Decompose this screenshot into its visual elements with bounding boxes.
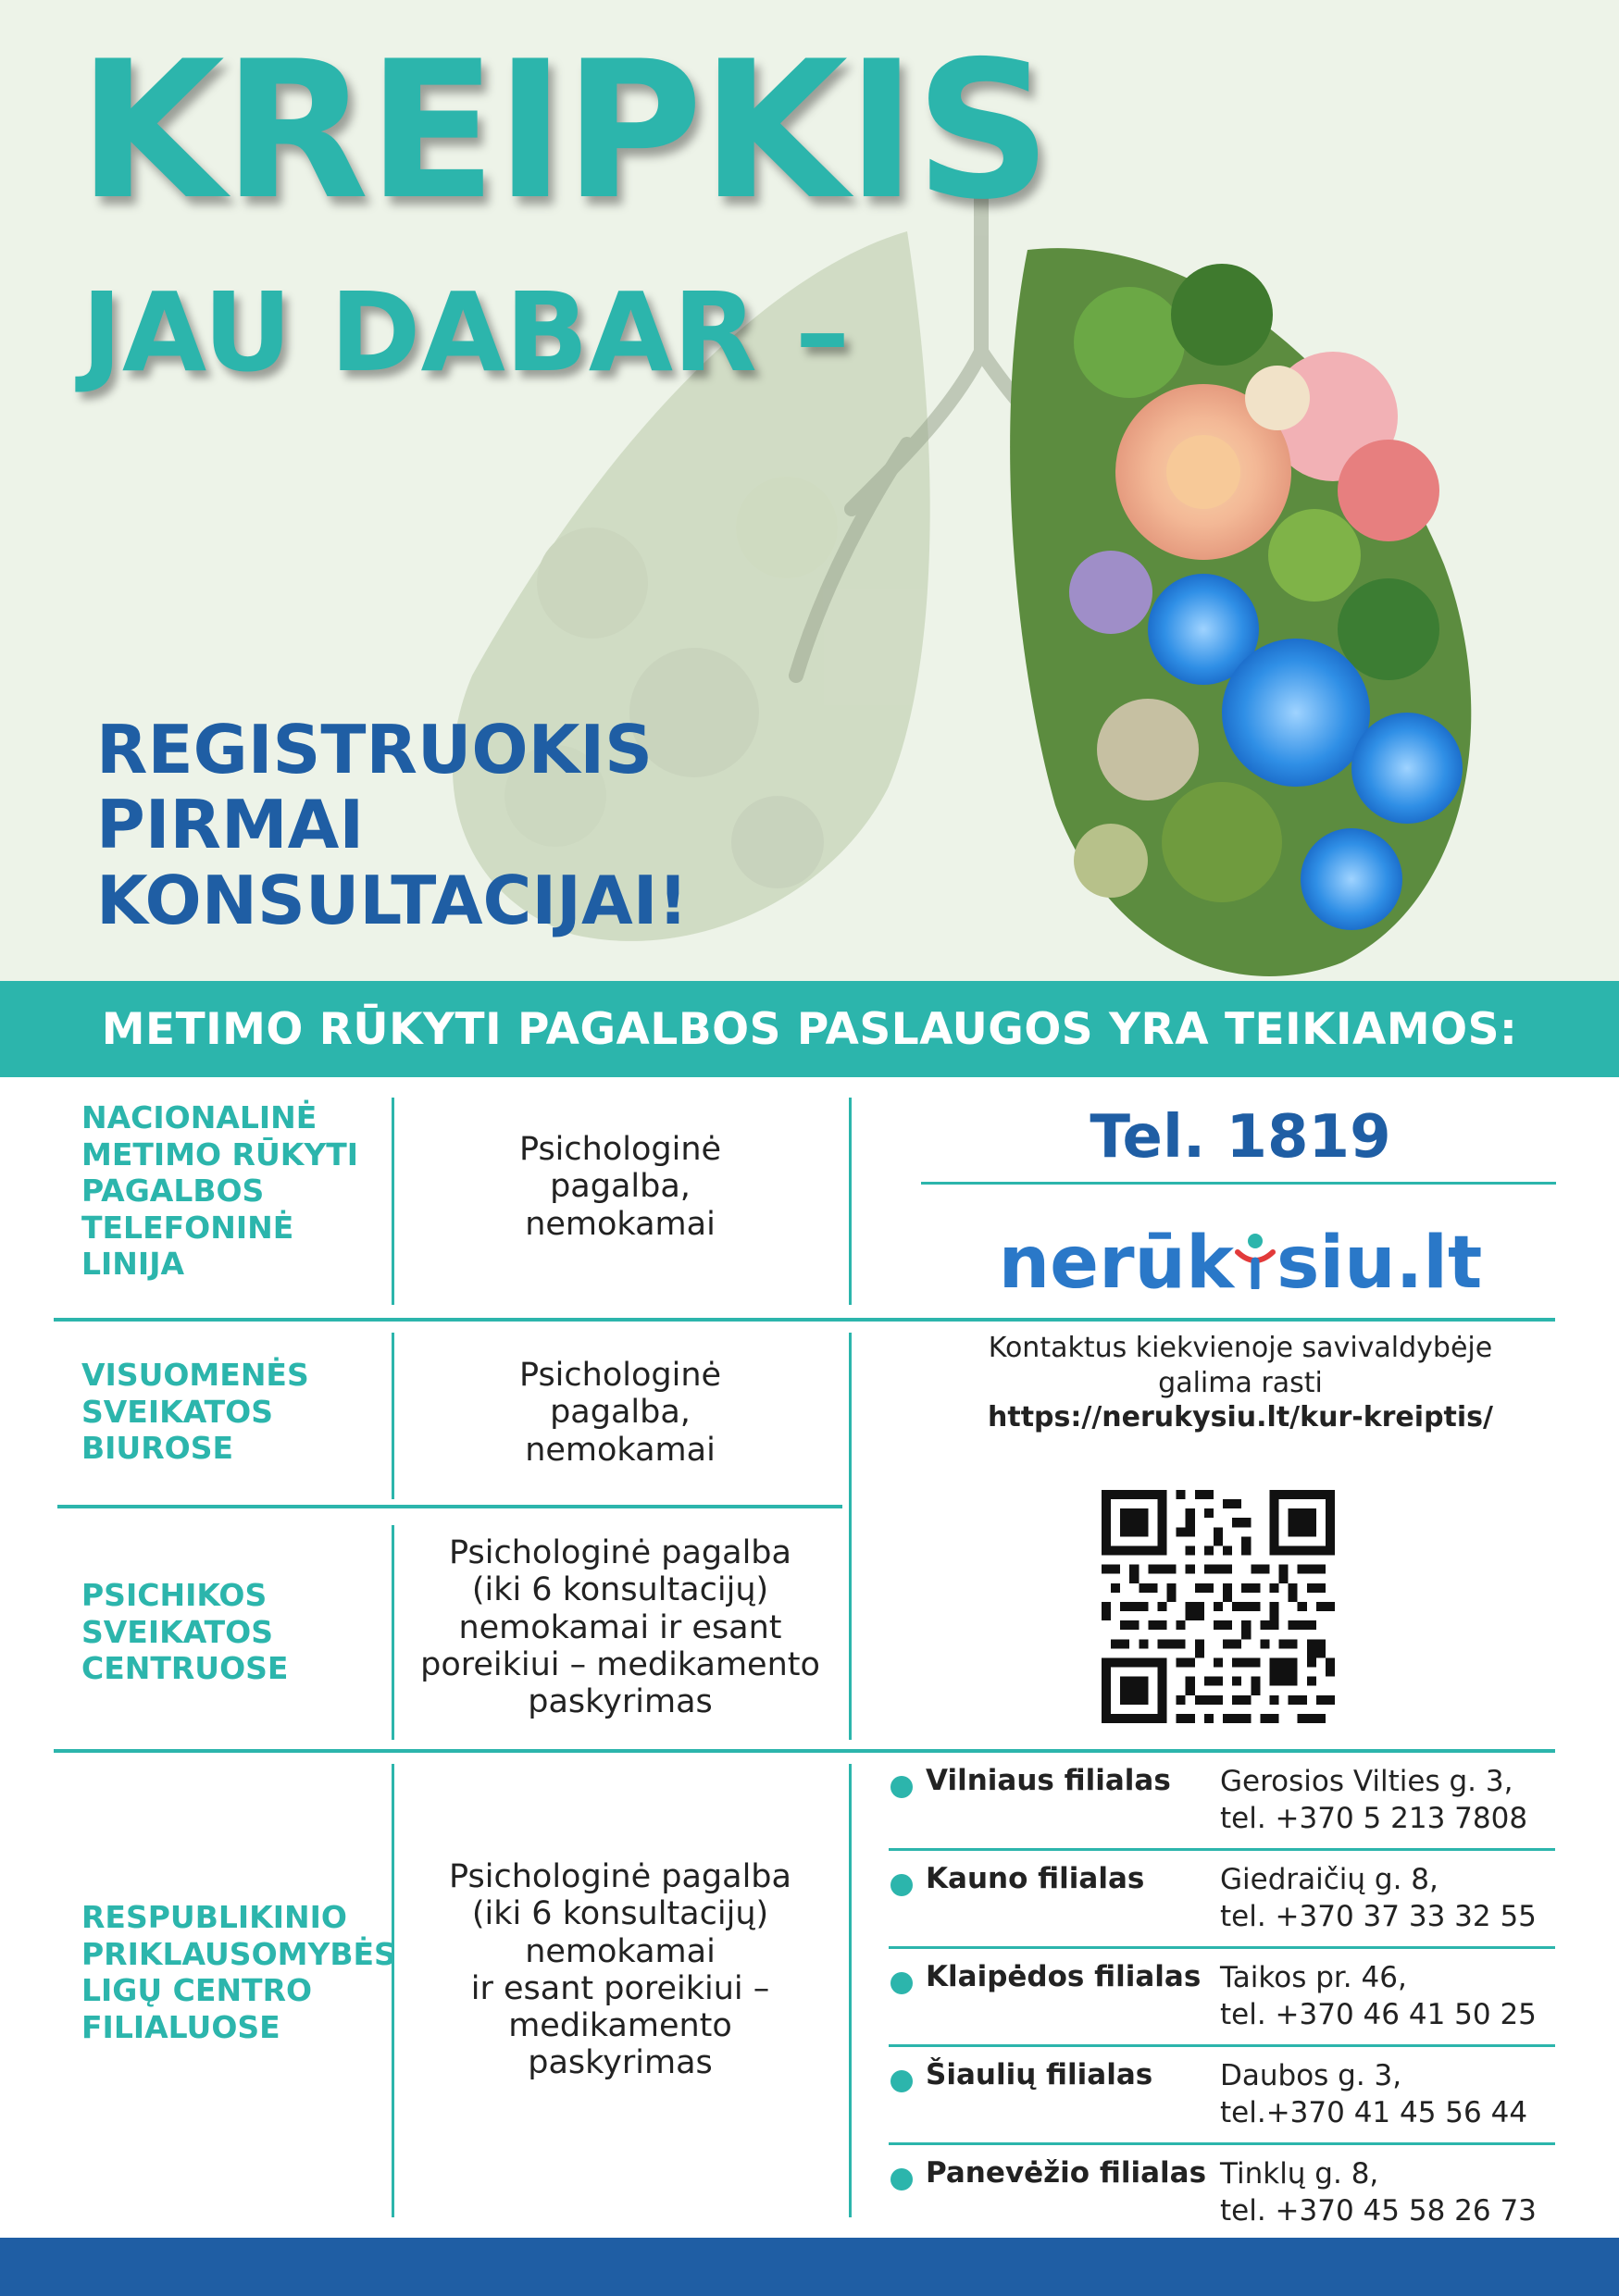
row-divider xyxy=(57,1505,842,1508)
branch-address xyxy=(1220,1764,1527,1837)
category-line: CENTRUOSE xyxy=(81,1650,289,1687)
column-divider xyxy=(849,1764,852,2217)
branch-divider xyxy=(889,1848,1555,1851)
branch-klaipeda xyxy=(889,1960,1555,2043)
bullet-icon xyxy=(890,1776,913,1798)
row-divider xyxy=(54,1318,1555,1322)
branch-street: Daubos g. 3, xyxy=(1220,2059,1402,2092)
row-divider xyxy=(54,1749,1555,1753)
branch-name: Šiaulių filialas xyxy=(926,2058,1153,2091)
branch-siauliai xyxy=(889,2058,1555,2141)
register-line: KONSULTACIJAI! xyxy=(96,861,689,939)
column-divider xyxy=(849,1333,852,1740)
service-line: medikamento xyxy=(508,2007,732,2044)
headline-jau-dabar: JAU DABAR – xyxy=(81,268,850,396)
category-line: BIUROSE xyxy=(81,1430,234,1467)
contacts-line: galima rasti xyxy=(1158,1366,1323,1399)
branch-phone[interactable]: tel. +370 5 213 7808 xyxy=(1220,1801,1528,1835)
branch-address xyxy=(1220,1960,1537,2033)
qr-code[interactable] xyxy=(1102,1490,1335,1723)
register-call-to-action xyxy=(96,713,688,938)
branch-name: Panevėžio filialas xyxy=(926,2156,1207,2190)
branch-address xyxy=(1220,1862,1537,1935)
service-line: nemokamai xyxy=(525,1205,716,1243)
service-line: nemokamai ir esant xyxy=(458,1608,782,1646)
category-line: PSICHIKOS xyxy=(81,1577,268,1613)
category-line: PAGALBOS xyxy=(81,1173,265,1210)
column-divider xyxy=(849,1098,852,1305)
municipal-contacts-info xyxy=(889,1331,1592,1435)
category-line: SVEIKATOS xyxy=(81,1393,274,1430)
bullet-icon xyxy=(890,1874,913,1896)
service-line: paskyrimas xyxy=(528,1683,713,1720)
headline-kreipkis: KREIPKIS xyxy=(78,21,1051,242)
branch-phone[interactable]: tel. +370 37 33 32 55 xyxy=(1220,1899,1537,1933)
branch-divider xyxy=(889,2044,1555,2047)
hero-section xyxy=(0,0,1619,981)
category-addiction-centre-branches xyxy=(81,1899,396,2045)
branch-street: Taikos pr. 46, xyxy=(1220,1961,1407,1994)
service-national-hotline xyxy=(393,1131,847,1243)
branch-address xyxy=(1220,2156,1537,2229)
bullet-icon xyxy=(890,2070,913,2092)
branch-name: Klaipėdos filialas xyxy=(926,1960,1202,1993)
service-line: pagalba, xyxy=(550,1168,691,1206)
branch-name: Kauno filialas xyxy=(926,1862,1145,1895)
branch-vilnius xyxy=(889,1764,1555,1847)
hotline-phone[interactable]: Tel. 1819 xyxy=(1090,1103,1391,1172)
branch-divider xyxy=(889,1946,1555,1949)
branch-street: Giedraičių g. 8, xyxy=(1220,1863,1438,1896)
category-line: PRIKLAUSOMYBĖS xyxy=(81,1935,396,1972)
service-line: (iki 6 konsultacijų) xyxy=(471,1571,769,1609)
category-line: LIGŲ CENTRO xyxy=(81,1972,313,2009)
branch-name: Vilniaus filialas xyxy=(926,1764,1171,1797)
branch-phone[interactable]: tel.+370 41 45 56 44 xyxy=(1220,2095,1528,2129)
category-national-hotline xyxy=(81,1099,358,1283)
category-mental-health-centers xyxy=(81,1577,288,1687)
branch-panevezys xyxy=(889,2156,1555,2240)
services-banner: METIMO RŪKYTI PAGALBOS PASLAUGOS YRA TEIKIAMOS: xyxy=(0,981,1619,1077)
category-public-health-bureaus xyxy=(81,1357,309,1467)
register-line: PIRMAI xyxy=(96,786,365,864)
service-line: nemokamai xyxy=(525,1431,716,1469)
service-line: pagalba, xyxy=(550,1394,691,1432)
logo-text-part2: siu.lt xyxy=(1276,1222,1483,1305)
person-icon xyxy=(1234,1223,1277,1279)
branch-kaunas xyxy=(889,1862,1555,1945)
category-line: VISUOMENĖS xyxy=(81,1357,309,1393)
branch-address xyxy=(1220,2058,1527,2131)
contacts-url-link[interactable]: https://nerukysiu.lt/kur-kreiptis/ xyxy=(988,1401,1493,1433)
service-addiction-centre-branches xyxy=(393,1858,847,2082)
branch-street: Tinklų g. 8, xyxy=(1220,2157,1379,2191)
branch-divider xyxy=(889,2142,1555,2145)
branch-street: Gerosios Vilties g. 3, xyxy=(1220,1765,1513,1798)
bullet-icon xyxy=(890,1972,913,1994)
service-line: poreikiui – medikamento xyxy=(420,1645,820,1683)
category-line: RESPUBLIKINIO xyxy=(81,1899,347,1935)
service-line: nemokamai xyxy=(525,1932,716,1970)
bullet-icon xyxy=(890,2168,913,2191)
nerukysiu-logo[interactable] xyxy=(921,1222,1560,1305)
service-line: paskyrimas xyxy=(528,2044,713,2082)
branch-phone[interactable]: tel. +370 45 58 26 73 xyxy=(1220,2193,1537,2228)
logo-text-part1: nerūk xyxy=(998,1222,1234,1305)
contacts-line: Kontaktus kiekvienoje savivaldybėje xyxy=(988,1332,1493,1364)
service-line: ir esant poreikiui – xyxy=(470,1969,770,2007)
register-line: REGISTRUOKIS xyxy=(96,711,654,788)
service-line: (iki 6 konsultacijų) xyxy=(471,1895,769,1933)
service-line: Psichologinė pagalba xyxy=(449,1534,791,1571)
footer-bar xyxy=(0,2238,1619,2296)
service-line: Psichologinė xyxy=(518,1357,722,1394)
service-line: Psichologinė xyxy=(518,1131,722,1168)
category-line: FILIALUOSE xyxy=(81,2008,280,2045)
category-line: SVEIKATOS xyxy=(81,1613,274,1650)
hotline-divider xyxy=(921,1182,1556,1185)
branch-phone[interactable]: tel. +370 46 41 50 25 xyxy=(1220,1997,1537,2031)
service-mental-health-centers xyxy=(393,1534,847,1720)
category-line: LINIJA xyxy=(81,1246,185,1283)
category-line: NACIONALINĖ xyxy=(81,1099,318,1136)
category-line: TELEFONINĖ xyxy=(81,1209,294,1246)
category-line: METIMO RŪKYTI xyxy=(81,1136,359,1173)
service-public-health-bureaus xyxy=(393,1357,847,1469)
service-line: Psichologinė pagalba xyxy=(449,1858,791,1895)
